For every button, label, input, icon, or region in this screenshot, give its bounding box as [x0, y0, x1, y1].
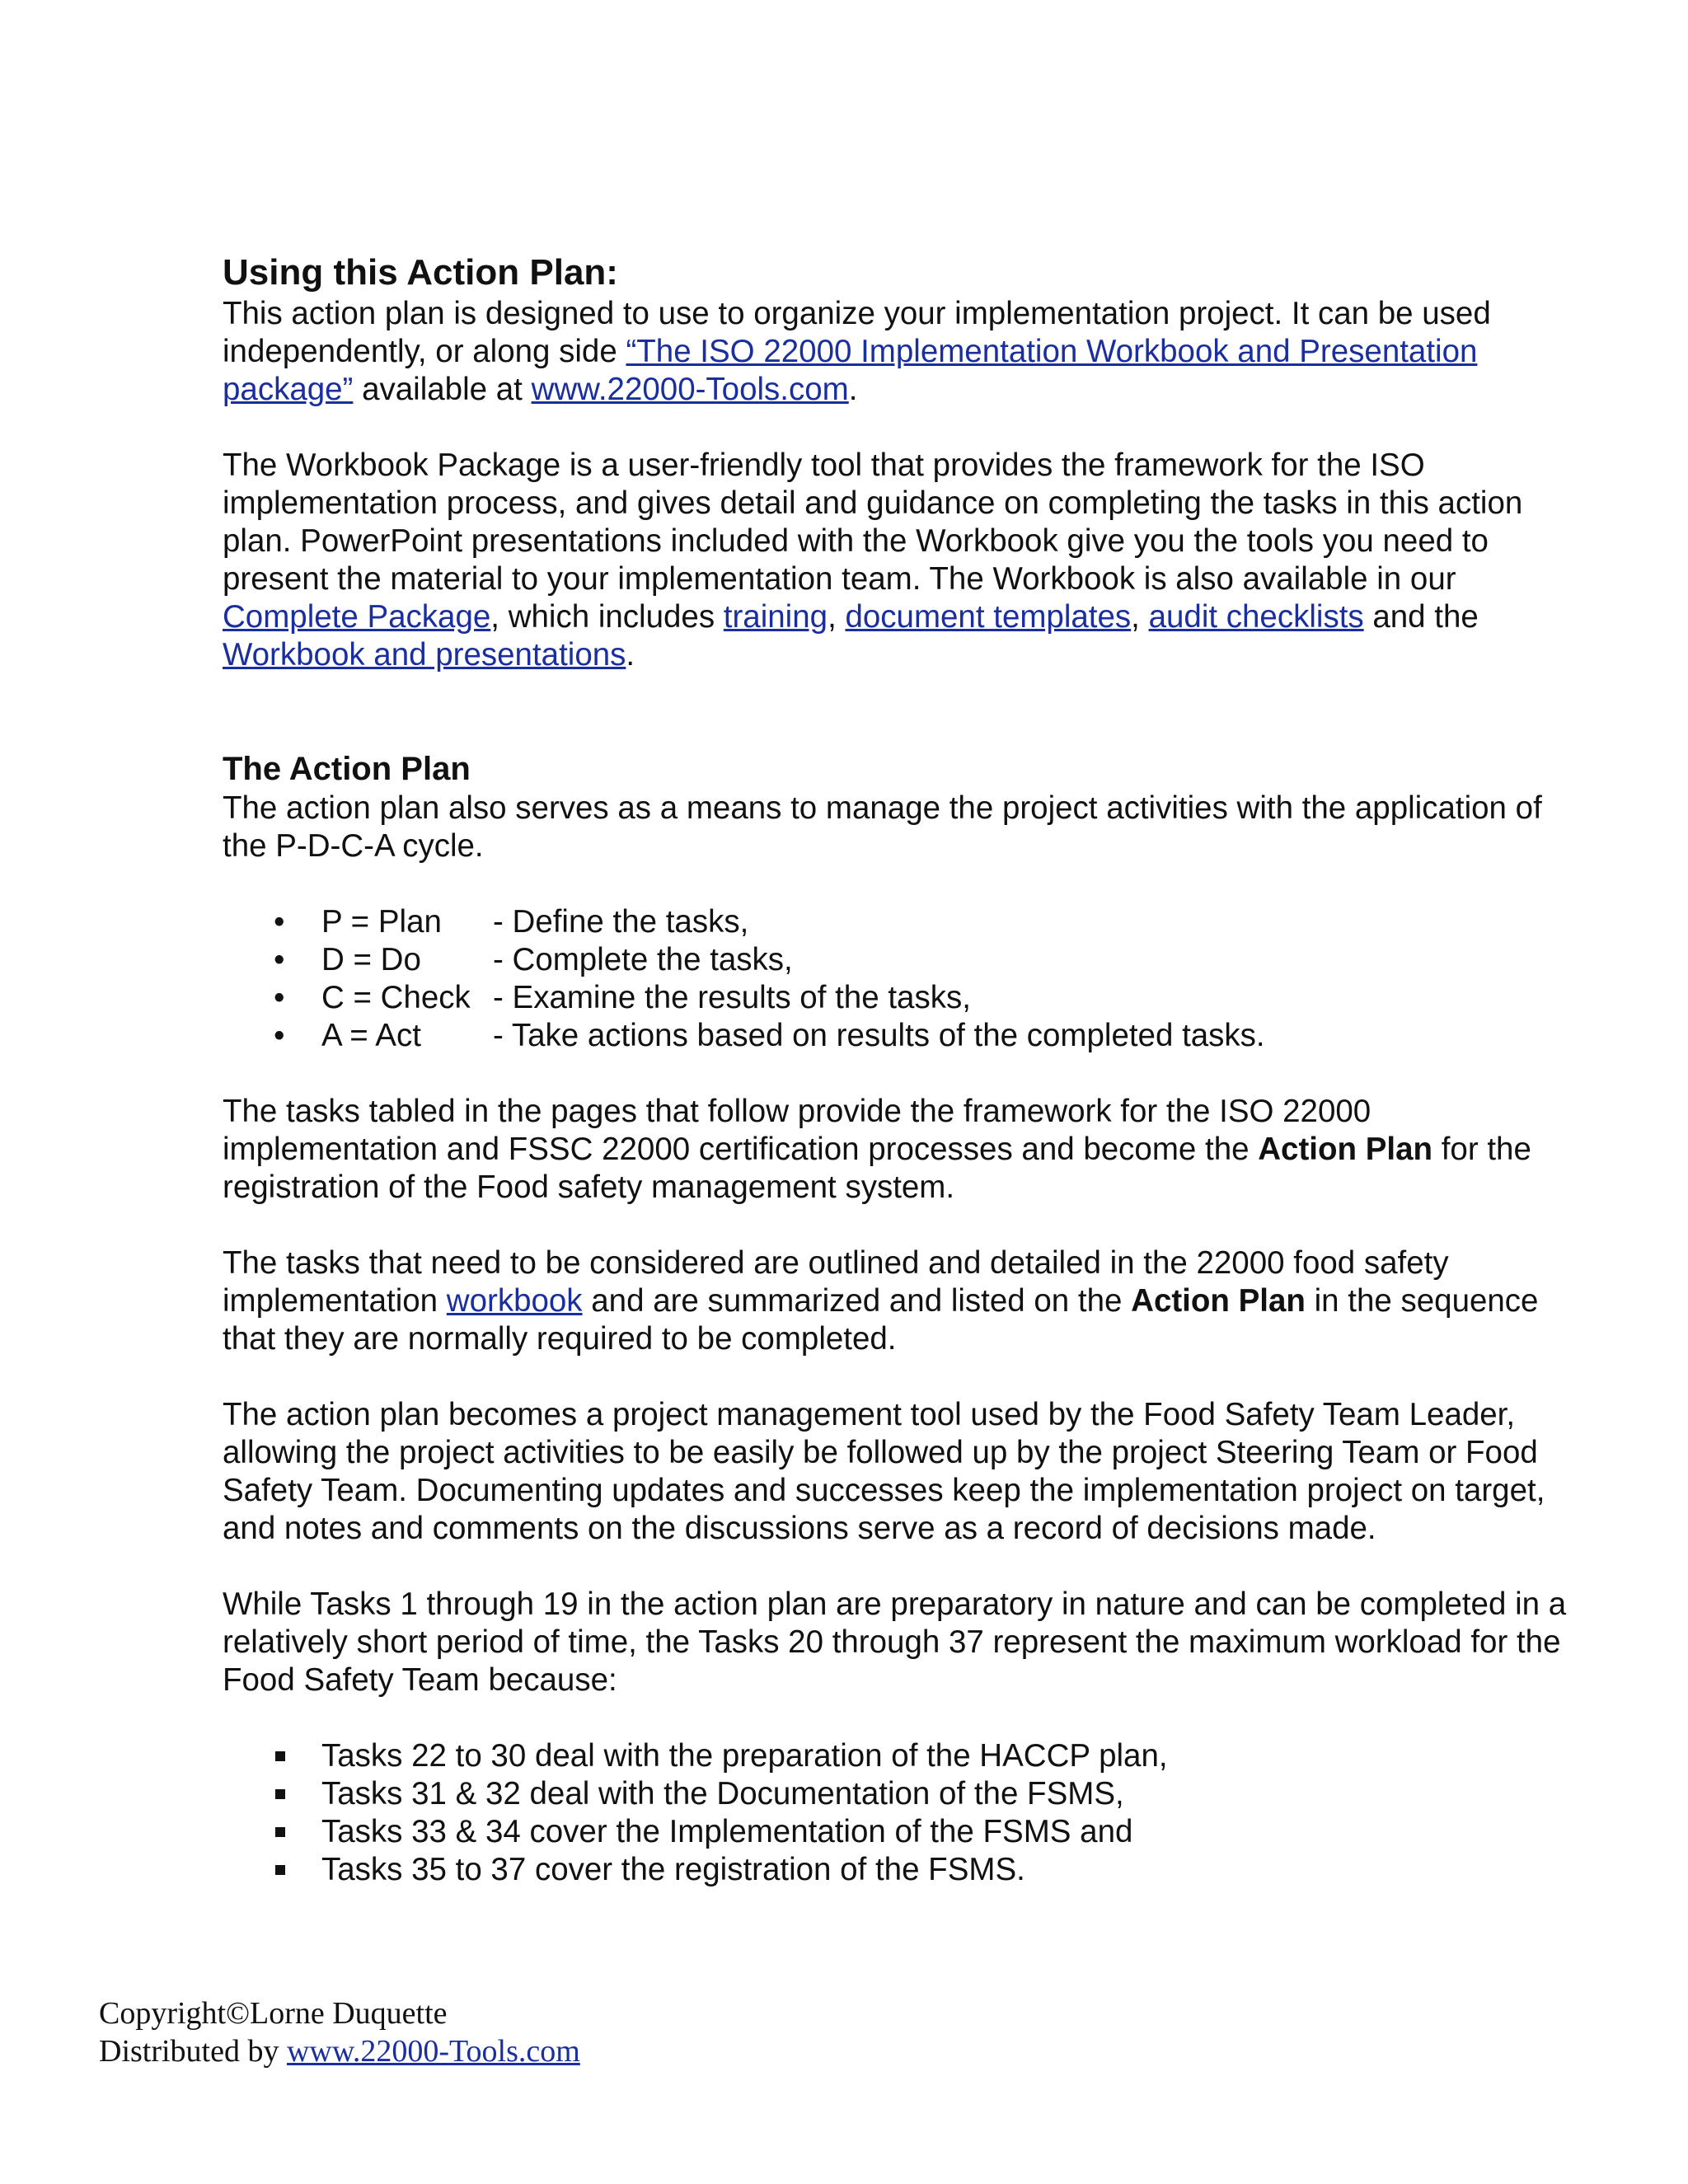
tool-paragraph: The action plan becomes a project management tool used by the Food Safety Team Leader, allowing the project activities to be easily be followed up by the project Steering Team or Food Safety Team. Documenting updates and successes keep the implementation project on target, and notes and comments on the discussions serve as a record of decisions made. — [223, 1397, 1545, 1546]
spacer — [223, 1207, 1591, 1244]
tasks-considered-text-2: and are summarized and listed on the — [582, 1283, 1132, 1319]
page-footer — [99, 1994, 580, 2070]
footer-site-link[interactable]: www.22000-Tools.com — [286, 2034, 580, 2069]
spacer — [223, 865, 1591, 903]
spacer — [223, 1358, 1591, 1396]
section-heading: The Action Plan — [223, 751, 471, 787]
spacer — [223, 1548, 1591, 1586]
pdca-item-do — [223, 941, 1591, 979]
tasks-tabled-text-2: for the registration of the Food safety management system. — [223, 1132, 1531, 1205]
task-text: Tasks 35 to 37 cover the registration of the FSMS. — [321, 1852, 1025, 1887]
training-link[interactable]: training — [723, 599, 828, 635]
while-paragraph: While Tasks 1 through 19 in the action plan are preparatory in nature and can be completed in a relatively short period of time, the Tasks 20 through 37 represent the maximum workload for the Food Safety Team because: — [223, 1586, 1567, 1698]
pdca-desc: - Examine the results of the tasks, — [493, 980, 971, 1015]
square-bullet-icon — [275, 1865, 285, 1875]
pdca-desc: - Take actions based on results of the completed tasks. — [493, 1018, 1265, 1053]
tasks-considered-text-1: The tasks that need to be considered are outlined and detailed in the 22000 food safety implementation — [223, 1245, 1449, 1319]
task-list-item — [223, 1775, 1591, 1813]
workbook-text-3: and the — [1363, 599, 1479, 635]
task-text: Tasks 22 to 30 deal with the preparation of the HACCP plan, — [321, 1738, 1168, 1774]
document-templates-link[interactable]: document templates — [845, 599, 1132, 635]
audit-checklists-link[interactable]: audit checklists — [1148, 599, 1364, 635]
workbook-sep-2: , — [1131, 599, 1149, 635]
spacer — [223, 1055, 1591, 1093]
pdca-item-plan — [223, 903, 1591, 941]
workbook-text-4: . — [626, 637, 635, 673]
intro-text-3: . — [848, 372, 858, 407]
page-content — [223, 251, 1591, 1889]
pdca-code: P = Plan — [321, 904, 442, 940]
task-text: Tasks 33 & 34 cover the Implementation of the FSMS and — [321, 1814, 1133, 1849]
pdca-code: C = Check — [321, 980, 471, 1015]
intro-text-1: This action plan is designed to use to organize your implementation project. It can be used independently, or along side — [223, 296, 1491, 369]
square-bullet-icon — [275, 1827, 285, 1837]
bullet: • — [274, 980, 285, 1015]
workbook-title-link[interactable]: “The ISO 22000 Implementation Workbook and Presentation package” — [223, 334, 1478, 407]
page-heading: Using this Action Plan: — [223, 252, 618, 293]
tasks-considered-paragraph — [223, 1244, 1591, 1358]
copyright-line: Copyright©Lorne Duquette — [99, 1996, 448, 2031]
spacer — [223, 674, 1591, 748]
distributed-by-text: Distributed by — [99, 2034, 287, 2069]
pdca-item-check — [223, 979, 1591, 1017]
bullet: • — [274, 942, 285, 977]
workbook-presentations-link[interactable]: Workbook and presentations — [223, 637, 626, 673]
task-text: Tasks 31 & 32 deal with the Documentation of the FSMS, — [321, 1776, 1124, 1811]
action-plan-bold: Action Plan — [1258, 1132, 1433, 1167]
task-list-item — [223, 1737, 1591, 1775]
square-bullet-icon — [275, 1789, 285, 1799]
action-plan-bold: Action Plan — [1131, 1283, 1306, 1319]
workbook-paragraph — [223, 447, 1591, 674]
bullet: • — [274, 904, 285, 940]
bullet: • — [274, 1018, 285, 1053]
pdca-desc: - Define the tasks, — [493, 904, 749, 940]
intro-paragraph — [223, 295, 1591, 409]
pdca-code: D = Do — [321, 942, 421, 977]
action-paragraph: The action plan also serves as a means to manage the project activities with the application of the P-D-C-A cycle. — [223, 790, 1542, 864]
workbook-sep-1: , — [828, 599, 846, 635]
spacer — [223, 1699, 1591, 1737]
workbook-link[interactable]: workbook — [446, 1283, 583, 1319]
pdca-code: A = Act — [321, 1018, 421, 1053]
pdca-desc: - Complete the tasks, — [493, 942, 793, 977]
task-list-item — [223, 1813, 1591, 1851]
square-bullet-icon — [275, 1751, 285, 1761]
task-list-item — [223, 1851, 1591, 1889]
pdca-list — [223, 903, 1591, 1055]
spacer — [223, 409, 1591, 447]
tasks-considered-text-3: in the sequence that they are normally required to be completed. — [223, 1283, 1539, 1357]
complete-package-link[interactable]: Complete Package — [223, 599, 491, 635]
tasks-tabled-paragraph — [223, 1093, 1591, 1207]
intro-text-2: available at — [353, 372, 532, 407]
distributed-line — [99, 2032, 580, 2070]
task-list — [223, 1737, 1591, 1889]
workbook-text-2: , which includes — [490, 599, 724, 635]
workbook-text-1: The Workbook Package is a user-friendly tool that provides the framework for the ISO implementation process, and gives detail and guidance on completing the tasks in this action plan. PowerPoint presentations included with the Workbook give you the tools you need to present the material to your implementation team. The Workbook is also available in our — [223, 448, 1523, 597]
pdca-item-act — [223, 1017, 1591, 1055]
tasks-tabled-text-1: The tasks tabled in the pages that follow provide the framework for the ISO 22000 implementation and FSSC 22000 certification processes and become the — [223, 1094, 1372, 1167]
site-link[interactable]: www.22000-Tools.com — [531, 372, 849, 407]
